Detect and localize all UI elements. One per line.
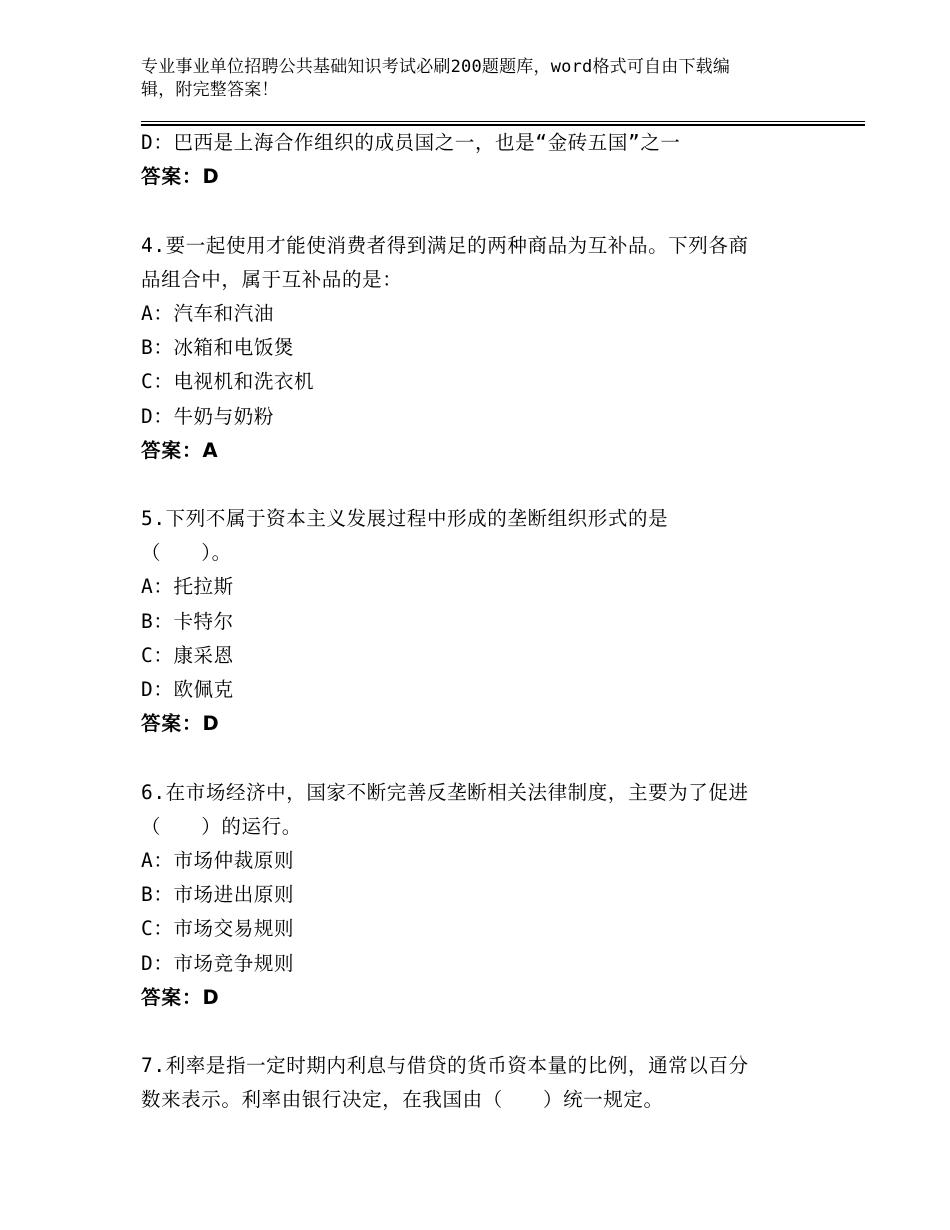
option-a: A：汽车和汽油 bbox=[141, 301, 274, 325]
question-7 bbox=[141, 1049, 841, 1117]
option-b: B：冰箱和电饭煲 bbox=[141, 336, 295, 360]
option-b: B：市场进出原则 bbox=[141, 883, 295, 907]
spacer bbox=[141, 468, 841, 502]
question-stem: 数来表示。利率由银行决定，在我国由（ ）统一规定。 bbox=[141, 1088, 664, 1112]
question-stem: 7.利率是指一定时期内利息与借贷的货币资本量的比例，通常以百分 bbox=[141, 1054, 749, 1078]
answer: 答案：D bbox=[141, 985, 220, 1009]
spacer bbox=[141, 741, 841, 775]
spacer bbox=[141, 194, 841, 228]
question-stem: 5.下列不属于资本主义发展过程中形成的垄断组织形式的是 bbox=[141, 507, 669, 531]
page-header bbox=[141, 56, 791, 102]
answer: 答案：D bbox=[141, 712, 220, 736]
question-stem: 4.要一起使用才能使消费者得到满足的两种商品为互补品。下列各商 bbox=[141, 233, 749, 257]
option-c: C：市场交易规则 bbox=[141, 917, 295, 941]
option-a: A：市场仲裁原则 bbox=[141, 848, 295, 872]
header-line-2: 辑，附完整答案！ bbox=[141, 80, 279, 100]
question-stem: 6.在市场经济中，国家不断完善反垄断相关法律制度，主要为了促进 bbox=[141, 780, 749, 804]
answer: 答案：D bbox=[141, 165, 220, 189]
header-rule-thin bbox=[141, 121, 865, 122]
option-d: D：市场竞争规则 bbox=[141, 951, 295, 975]
question-5 bbox=[141, 502, 841, 741]
option-b: B：卡特尔 bbox=[141, 609, 234, 633]
option-a: A：托拉斯 bbox=[141, 575, 234, 599]
question-stem: （ ）。 bbox=[141, 541, 232, 565]
option-d: D：欧佩克 bbox=[141, 678, 234, 701]
spacer bbox=[141, 1015, 841, 1049]
question-4 bbox=[141, 229, 841, 468]
option-c: C：电视机和洗衣机 bbox=[141, 370, 315, 394]
question-stem: （ ）的运行。 bbox=[141, 814, 302, 838]
question-6 bbox=[141, 776, 841, 1015]
option-c: C：康采恩 bbox=[141, 643, 234, 667]
question-stem: 品组合中，属于互补品的是： bbox=[141, 267, 403, 291]
option-d: D：牛奶与奶粉 bbox=[141, 404, 274, 428]
option-d: D：巴西是上海合作组织的成员国之一，也是“金砖五国”之一 bbox=[141, 131, 681, 154]
document-body bbox=[141, 126, 841, 1117]
answer: 答案：A bbox=[141, 438, 219, 462]
question-3-continued bbox=[141, 126, 841, 194]
header-line-1: 专业事业单位招聘公共基础知识考试必刷200题题库，word格式可自由下载编 bbox=[141, 57, 731, 77]
